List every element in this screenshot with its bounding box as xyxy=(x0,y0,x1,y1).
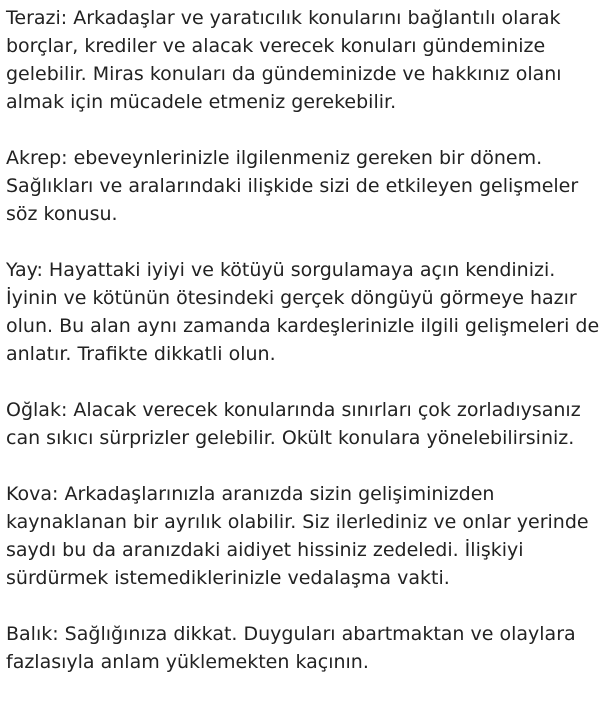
text-line: fazlasıyla anlam yüklemekten kaçının. xyxy=(6,651,369,673)
text-line: gelebilir. Miras konuları da gündeminizde ve hakkınız olanı xyxy=(6,63,562,85)
text-line: almak için mücadele etmeniz gerekebilir. xyxy=(6,91,397,113)
paragraph-yay xyxy=(6,256,606,368)
paragraph-kova xyxy=(6,480,606,592)
paragraph-oglak xyxy=(6,396,606,452)
text-line: söz konusu. xyxy=(6,203,118,225)
text-line: kaynaklanan bir ayrılık olabilir. Siz ilerlediniz ve onlar yerinde xyxy=(6,511,589,533)
text-line: Terazi: Arkadaşlar ve yaratıcılık konularını bağlantılı olarak xyxy=(6,7,561,29)
text-line: saydı bu da aranızdaki aidiyet hissiniz zedeledi. İlişkiyi xyxy=(6,539,524,561)
text-line: Sağlıkları ve aralarındaki ilişkide sizi de etkileyen gelişmeler xyxy=(6,175,579,197)
text-line: can sıkıcı sürprizler gelebilir. Okült konulara yönelebilirsiniz. xyxy=(6,427,575,449)
text-line: anlatır. Trafikte dikkatli olun. xyxy=(6,343,276,365)
text-line: Yay: Hayattaki iyiyi ve kötüyü sorgulamaya açın kendinizi. xyxy=(6,259,556,281)
text-line: olun. Bu alan aynı zamanda kardeşlerinizle ilgili gelişmeleri de xyxy=(6,315,600,337)
text-line: Oğlak: Alacak verecek konularında sınırları çok zorladıysanız xyxy=(6,399,581,421)
paragraph-balik xyxy=(6,620,606,676)
text-line: Kova: Arkadaşlarınızla aranızda sizin gelişiminizden xyxy=(6,483,495,505)
horoscope-text xyxy=(6,4,606,704)
text-line: sürdürmek istemediklerinizle vedalaşma vakti. xyxy=(6,567,450,589)
paragraph-terazi xyxy=(6,4,606,116)
text-line: Akrep: ebeveynlerinizle ilgilenmeniz gereken bir dönem. xyxy=(6,147,543,169)
paragraph-akrep xyxy=(6,144,606,228)
text-line: İyinin ve kötünün ötesindeki gerçek döngüyü görmeye hazır xyxy=(6,287,577,309)
text-line: Balık: Sağlığınıza dikkat. Duyguları abartmaktan ve olaylara xyxy=(6,623,576,645)
text-line: borçlar, krediler ve alacak verecek konuları gündeminize xyxy=(6,35,546,57)
